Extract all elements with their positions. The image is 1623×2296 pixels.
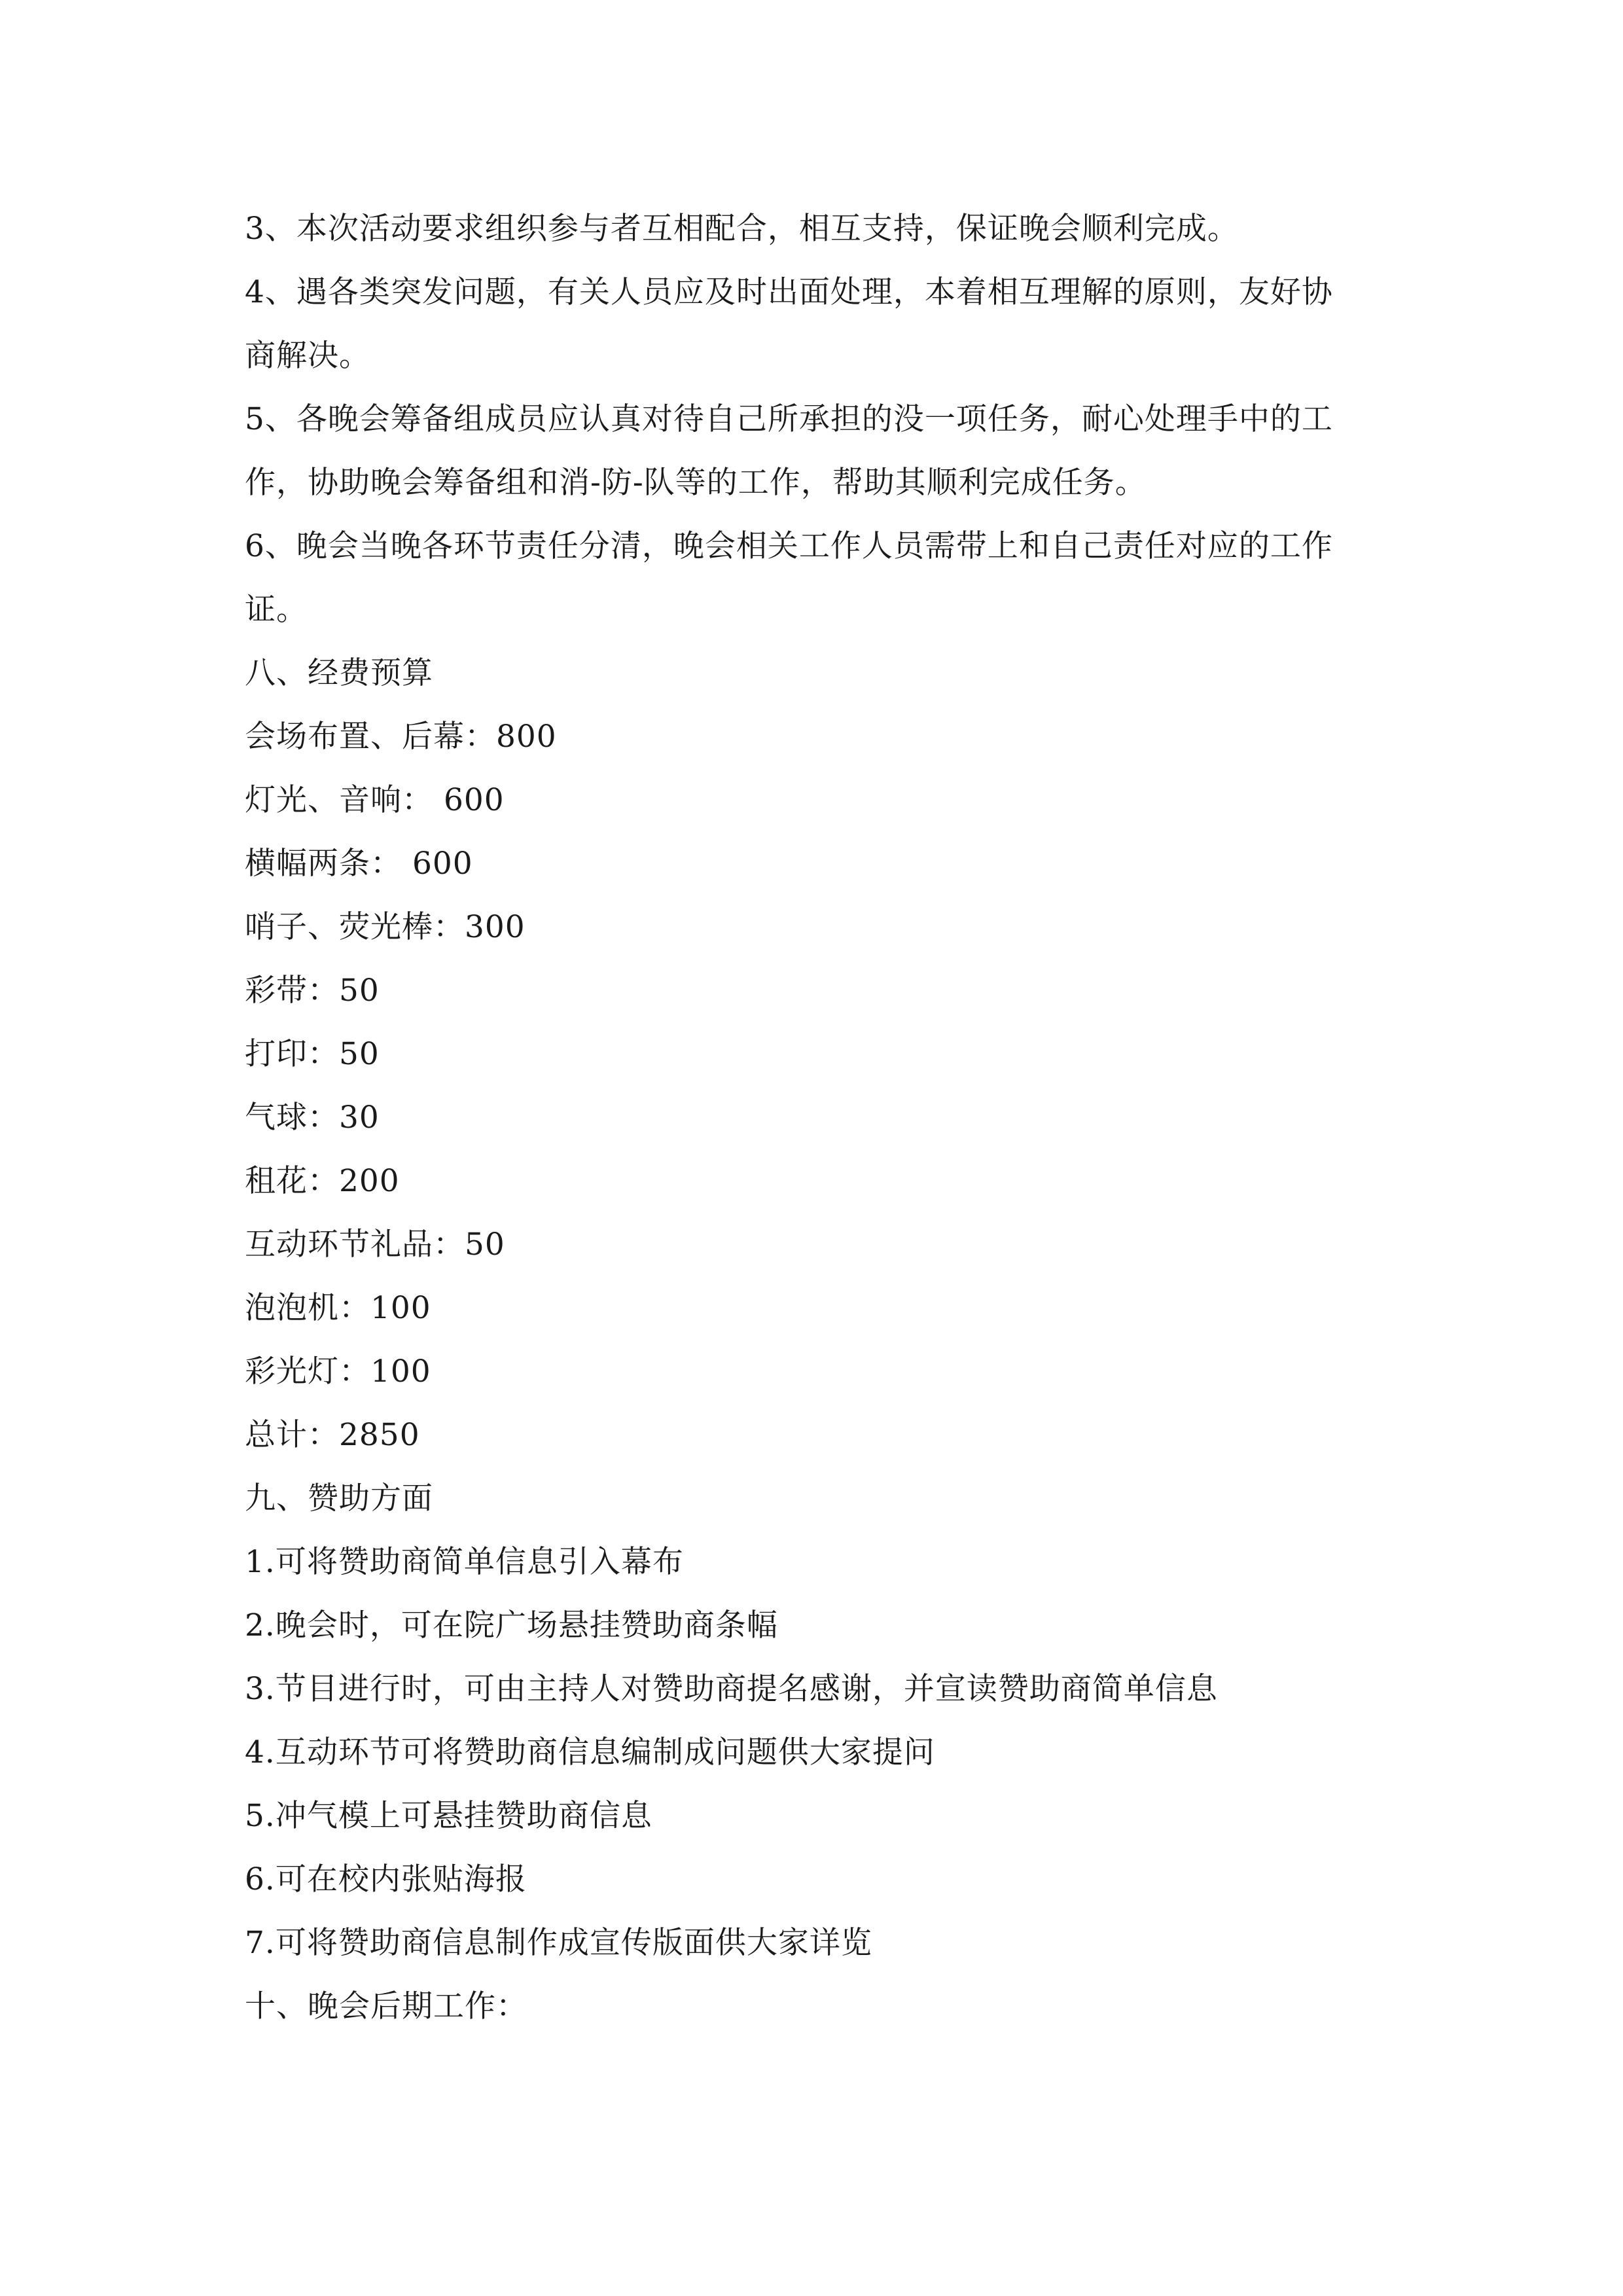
requirement-item-6-line-2: 证。: [245, 592, 308, 628]
sponsorship-item: 5.冲气模上可悬挂赞助商信息: [245, 1798, 652, 1834]
requirement-item-6-line-1: 6、晚会当晚各环节责任分清，晚会相关工作人员需带上和自己责任对应的工作: [245, 528, 1333, 564]
budget-total: 总计：2850: [245, 1417, 420, 1453]
requirement-item-4-line-2: 商解决。: [245, 338, 370, 374]
requirement-item-5-line-1: 5、各晚会筹备组成员应认真对待自己所承担的没一项任务，耐心处理手中的工: [245, 401, 1333, 437]
budget-item: 哨子、荧光棒：300: [245, 909, 526, 945]
budget-item: 横幅两条： 600: [245, 846, 473, 882]
budget-item: 租花：200: [245, 1163, 400, 1199]
budget-item: 气球：30: [245, 1100, 380, 1136]
budget-item: 互动环节礼品：50: [245, 1227, 505, 1263]
sponsorship-heading: 九、赞助方面: [245, 1480, 433, 1516]
sponsorship-item: 4.互动环节可将赞助商信息编制成问题供大家提问: [245, 1734, 935, 1770]
budget-item: 彩带：50: [245, 973, 380, 1009]
budget-item: 彩光灯：100: [245, 1354, 431, 1390]
sponsorship-item: 2.晚会时，可在院广场悬挂赞助商条幅: [245, 1607, 778, 1643]
requirement-item-4-line-1: 4、遇各类突发问题，有关人员应及时出面处理，本着相互理解的原则，友好协: [245, 274, 1333, 310]
requirement-item-3: 3、本次活动要求组织参与者互相配合，相互支持，保证晚会顺利完成。: [245, 211, 1239, 247]
sponsorship-item: 7.可将赞助商信息制作成宣传版面供大家详览: [245, 1925, 872, 1961]
budget-heading: 八、经费预算: [245, 655, 433, 691]
budget-item: 打印：50: [245, 1036, 380, 1072]
requirement-item-5-line-2: 作，协助晚会筹备组和消-防-队等的工作，帮助其顺利完成任务。: [245, 465, 1147, 501]
budget-item: 泡泡机：100: [245, 1290, 431, 1326]
sponsorship-item: 3.节目进行时，可由主持人对赞助商提名感谢，并宣读赞助商简单信息: [245, 1671, 1218, 1707]
followup-heading: 十、晚会后期工作：: [245, 1988, 527, 2024]
sponsorship-item: 6.可在校内张贴海报: [245, 1861, 527, 1897]
budget-item: 灯光、音响： 600: [245, 782, 505, 818]
budget-item: 会场布置、后幕：800: [245, 719, 557, 755]
sponsorship-item: 1.可将赞助商简单信息引入幕布: [245, 1544, 684, 1580]
